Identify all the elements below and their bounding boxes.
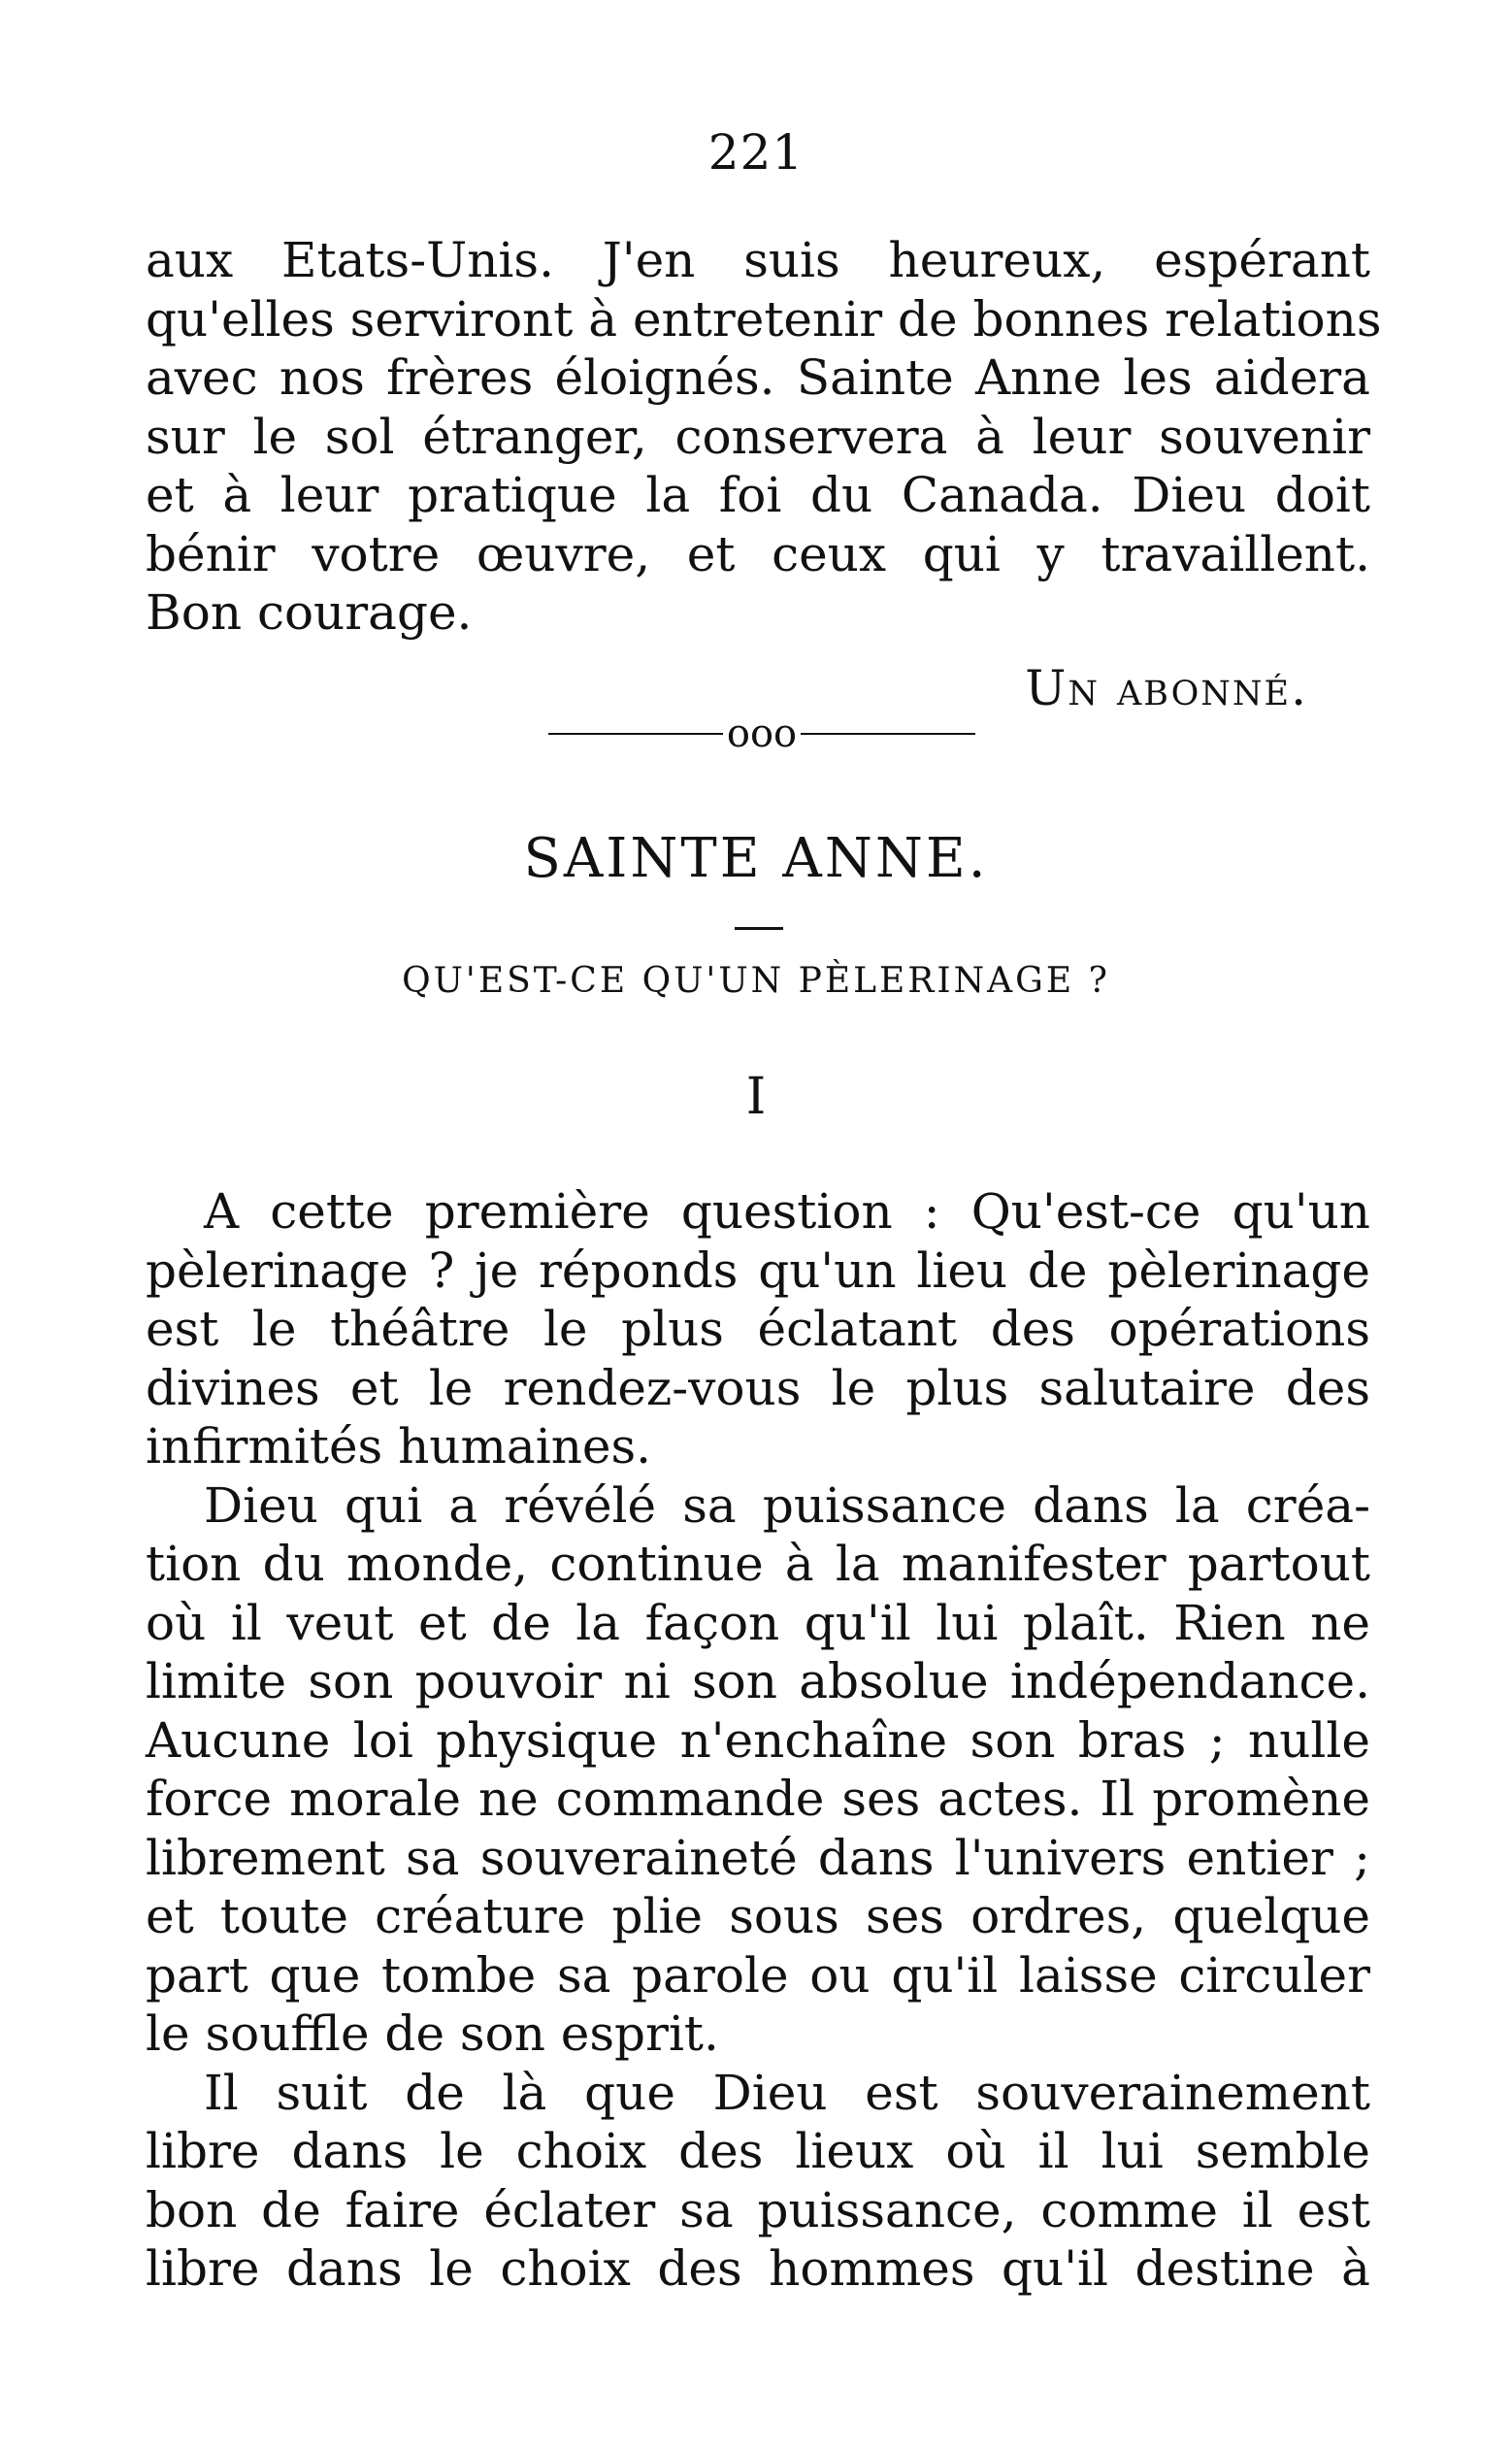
intro-paragraph <box>146 231 1382 643</box>
body-text <box>146 1182 1370 2299</box>
text-line: limite son pouvoir ni son absolue indépendance. <box>146 1653 1370 1709</box>
text-line: pèlerinage ? je réponds qu'un lieu de pèlerinage <box>146 1242 1370 1299</box>
separator-mark: ooo <box>726 712 798 756</box>
text-line: tion du monde, continue à la manifester partout <box>146 1536 1370 1592</box>
text-line: librement sa souveraineté dans l'univers entier ; <box>146 1829 1370 1886</box>
text-line: aux Etats-Unis. J'en suis heureux, espérant <box>146 232 1370 288</box>
text-line: part que tombe sa parole ou qu'il laisse circuler <box>146 1946 1370 2004</box>
text-line: est le théâtre le plus éclatant des opérations <box>146 1301 1370 1357</box>
text-line: bon de faire éclater sa puissance, comme il est <box>146 2181 1370 2238</box>
text-line: bénir votre œuvre, et ceux qui y travaillent. <box>146 525 1370 582</box>
text-line: et à leur pratique la foi du Canada. Dieu doit <box>146 467 1370 523</box>
section-separator <box>548 705 975 763</box>
text-line: Aucune loi physique n'enchaîne son bras ; nulle <box>146 1711 1370 1769</box>
section-numeral: I <box>745 1068 767 1126</box>
text-line: Dieu qui a révélé sa puissance dans la créa- <box>204 1476 1370 1534</box>
separator-rule-right <box>801 733 975 735</box>
chapter-subheading: QU'EST-CE QU'UN PÈLERINAGE ? <box>402 961 1110 1001</box>
text-line: infirmités humaines. <box>146 1418 652 1475</box>
text-line: où il veut et de la façon qu'il lui plaît. Rien ne <box>146 1594 1370 1651</box>
text-line: le souffle de son esprit. <box>146 2005 719 2062</box>
separator-rule-left <box>548 733 723 735</box>
text-line: force morale ne commande ses actes. Il promène <box>146 1771 1370 1827</box>
chapter-heading: SAINTE ANNE. <box>523 827 989 890</box>
text-line: Bon courage. <box>146 584 473 641</box>
text-line: avec nos frères éloignés. Sainte Anne les aidera <box>146 349 1370 406</box>
heading-rule <box>735 927 783 930</box>
text-line: et toute créature plie sous ses ordres, quelque <box>146 1888 1370 1944</box>
text-line: libre dans le choix des hommes qu'il destine à <box>146 2240 1370 2297</box>
page-number: 221 <box>707 124 805 181</box>
text-line: sur le sol étranger, conservera à leur souvenir <box>146 408 1370 465</box>
text-line: divines et le rendez-vous le plus salutaire des <box>146 1359 1370 1416</box>
text-line: qu'elles serviront à entretenir de bonnes relations <box>146 290 1382 348</box>
signature: Un abonné. <box>1025 660 1308 716</box>
text-line: Il suit de là que Dieu est souverainement <box>204 2064 1370 2121</box>
text-line: libre dans le choix des lieux où il lui semble <box>146 2123 1370 2179</box>
text-line: A cette première question : Qu'est-ce qu'un <box>204 1183 1370 1240</box>
